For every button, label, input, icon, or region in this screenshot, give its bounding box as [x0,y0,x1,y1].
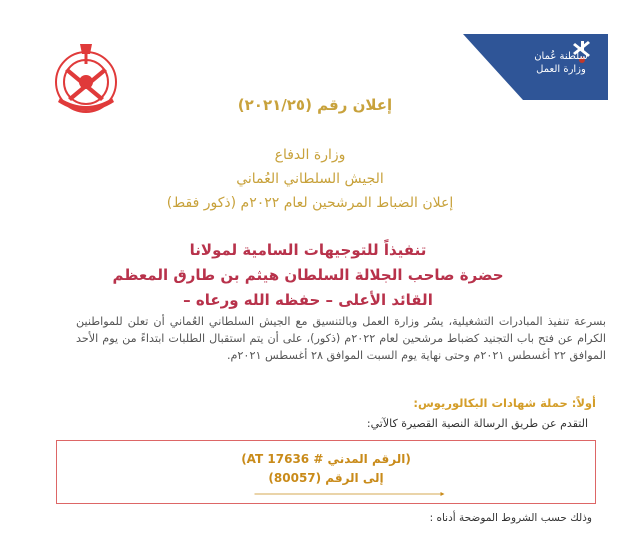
section-title-bachelors: أولاً: حملة شهادات البكالوريوس: [413,396,596,410]
ministry-title: وزارة العمل [536,64,586,75]
heading-line-2: حضرة صاحب الجلالة السلطان هيثم بن طارق المعظم [112,266,504,284]
header-ministry-line: وزارة الدفاع [274,147,346,163]
announcement-header [100,143,520,215]
apply-instructions: التقدم عن طريق الرسالة النصية القصيرة كالآتي: [366,417,588,430]
header-title-line: إعلان الضباط المرشحين لعام ٢٠٢٢م (ذكور فقط) [166,195,454,211]
ministry-of-labour-badge [463,34,608,100]
conditions-note: وذلك حسب الشروط الموضحة أدناه : [429,512,592,524]
announcement-body: بسرعة تنفيذ المبادرات التشغيلية، يسُر وزارة العمل وبالتنسيق مع الجيش السلطاني العُماني أن تعلن للمواطنين الكرام عن فتح باب التجنيد كضباط مرشحين لعام ٢٠٢٢م (ذكور)، على أن يتم استقبال الطلبات ابتداءً من يوم الأحد الموافق ٢٢ أغسطس ٢٠٢١م وحتى نهاية يوم السبت الموافق ٢٨ أغسطس ٢٠٢١م. [76,315,606,362]
oman-army-emblem-icon [46,40,126,120]
announcement-number: إعلان رقم (٢٠٢١/٢٥) [237,96,393,114]
royal-directive-heading [58,238,558,313]
ministry-name [526,50,596,76]
heading-line-1: تنفيذاً للتوجيهات السامية لمولانا [189,241,427,259]
heading-line-3: القائد الأعلى – حفظه الله ورعاه – [183,291,433,309]
ministry-country: سلطنة عُمان [534,51,588,62]
arrow-right-icon [207,492,492,496]
header-army-line: الجيش السلطاني العُماني [236,171,384,187]
sms-instructions-box [56,440,596,504]
sms-message-format: (AT الرقم المدني # 17636) [241,452,411,466]
sms-destination-number: إلى الرقم (80057) [268,471,384,485]
